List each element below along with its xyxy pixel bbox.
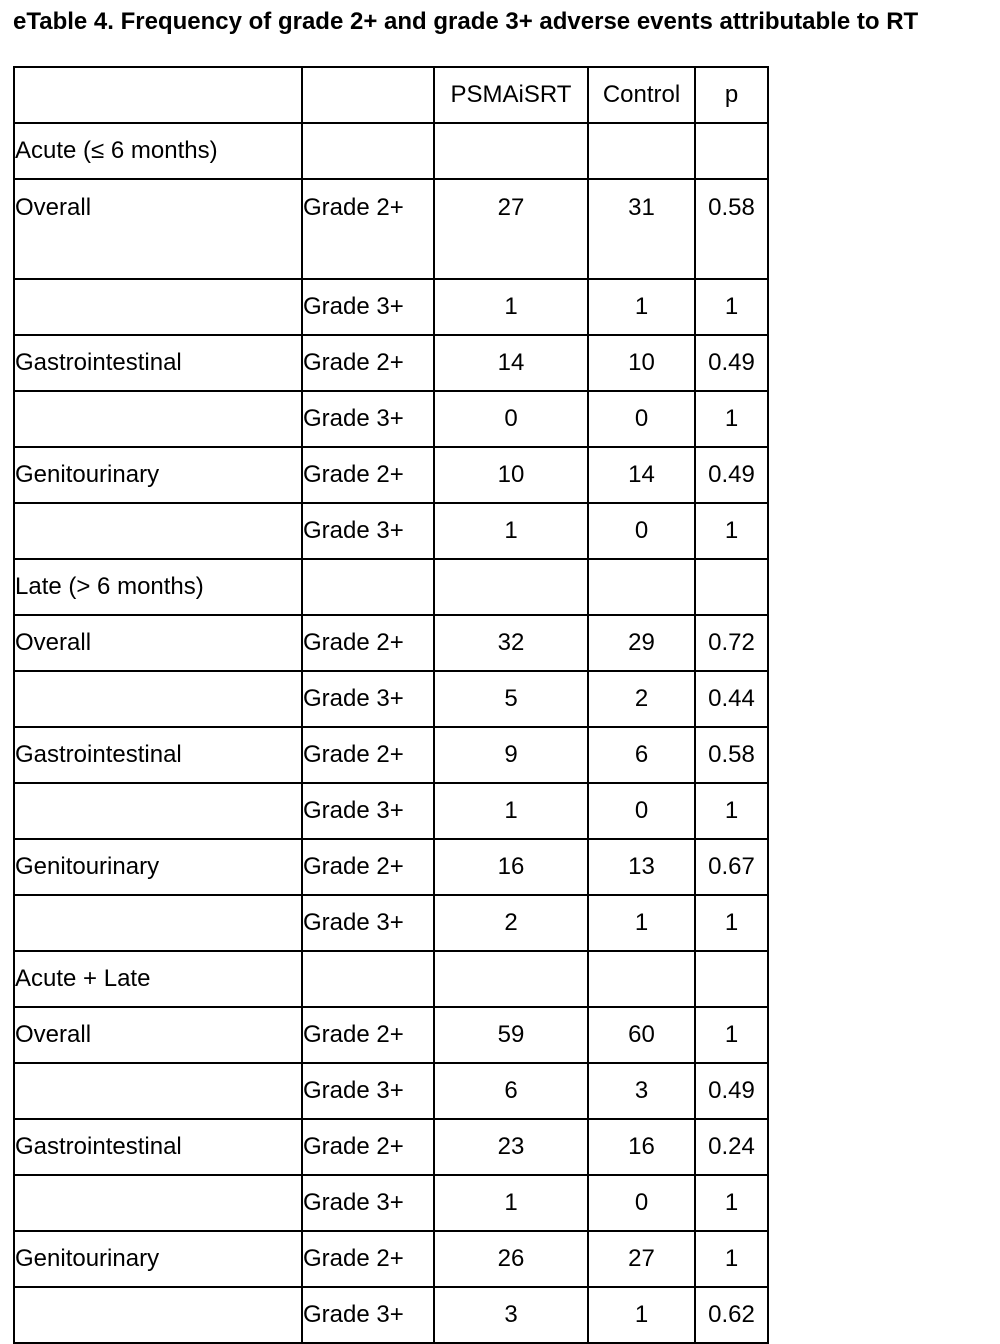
table-row — [14, 671, 768, 727]
section-row — [14, 123, 768, 179]
category-cell: Gastrointestinal — [14, 1119, 302, 1175]
table-row — [14, 615, 768, 671]
control-cell: 1 — [588, 1287, 695, 1343]
category-cell — [14, 1175, 302, 1231]
section-label: Late (> 6 months) — [14, 559, 302, 615]
p-value-cell: 1 — [695, 1007, 768, 1063]
category-cell: Genitourinary — [14, 447, 302, 503]
adverse-events-table — [13, 66, 769, 1344]
control-cell: 60 — [588, 1007, 695, 1063]
empty-cell — [434, 951, 588, 1007]
grade-cell: Grade 2+ — [302, 335, 434, 391]
p-value-cell: 0.72 — [695, 615, 768, 671]
table-title: eTable 4. Frequency of grade 2+ and grade 3+ adverse events attributable to RT — [13, 8, 919, 35]
empty-cell — [302, 123, 434, 179]
p-value-cell: 0.44 — [695, 671, 768, 727]
grade-cell: Grade 2+ — [302, 179, 434, 279]
grade-cell: Grade 2+ — [302, 1231, 434, 1287]
table-row — [14, 839, 768, 895]
table-body — [14, 67, 768, 1343]
category-cell — [14, 279, 302, 335]
table-row — [14, 503, 768, 559]
psmaisrt-cell: 1 — [434, 1175, 588, 1231]
grade-cell: Grade 3+ — [302, 1287, 434, 1343]
psmaisrt-cell: 2 — [434, 895, 588, 951]
empty-cell — [695, 559, 768, 615]
table-row — [14, 447, 768, 503]
category-cell: Overall — [14, 615, 302, 671]
psmaisrt-cell: 14 — [434, 335, 588, 391]
table-row — [14, 391, 768, 447]
control-cell: 3 — [588, 1063, 695, 1119]
category-cell — [14, 391, 302, 447]
grade-cell: Grade 3+ — [302, 279, 434, 335]
category-cell: Overall — [14, 1007, 302, 1063]
psmaisrt-cell: 1 — [434, 783, 588, 839]
psmaisrt-cell: 9 — [434, 727, 588, 783]
table-row — [14, 179, 768, 279]
grade-cell: Grade 3+ — [302, 783, 434, 839]
empty-cell — [588, 951, 695, 1007]
grade-cell: Grade 2+ — [302, 615, 434, 671]
header-cell-blank-2 — [302, 67, 434, 123]
p-value-cell: 0.62 — [695, 1287, 768, 1343]
p-value-cell: 0.24 — [695, 1119, 768, 1175]
psmaisrt-cell: 1 — [434, 503, 588, 559]
control-cell: 0 — [588, 783, 695, 839]
table-row — [14, 335, 768, 391]
category-cell: Genitourinary — [14, 839, 302, 895]
header-p-value: p — [695, 67, 768, 123]
header-control: Control — [588, 67, 695, 123]
empty-cell — [434, 559, 588, 615]
control-cell: 0 — [588, 1175, 695, 1231]
p-value-cell: 1 — [695, 503, 768, 559]
grade-cell: Grade 3+ — [302, 503, 434, 559]
p-value-cell: 1 — [695, 1231, 768, 1287]
empty-cell — [588, 123, 695, 179]
p-value-cell: 0.58 — [695, 727, 768, 783]
p-value-cell: 0.49 — [695, 447, 768, 503]
control-cell: 0 — [588, 503, 695, 559]
p-value-cell: 1 — [695, 783, 768, 839]
table-row — [14, 1231, 768, 1287]
header-psmaisrt: PSMAiSRT — [434, 67, 588, 123]
psmaisrt-cell: 16 — [434, 839, 588, 895]
header-row — [14, 67, 768, 123]
psmaisrt-cell: 32 — [434, 615, 588, 671]
table-row — [14, 783, 768, 839]
psmaisrt-cell: 27 — [434, 179, 588, 279]
category-cell: Gastrointestinal — [14, 335, 302, 391]
grade-cell: Grade 2+ — [302, 447, 434, 503]
header-cell-blank-1 — [14, 67, 302, 123]
category-cell: Genitourinary — [14, 1231, 302, 1287]
table-row — [14, 1007, 768, 1063]
section-label: Acute + Late — [14, 951, 302, 1007]
section-label: Acute (≤ 6 months) — [14, 123, 302, 179]
section-row — [14, 559, 768, 615]
control-cell: 1 — [588, 895, 695, 951]
p-value-cell: 0.58 — [695, 179, 768, 279]
control-cell: 13 — [588, 839, 695, 895]
psmaisrt-cell: 6 — [434, 1063, 588, 1119]
control-cell: 27 — [588, 1231, 695, 1287]
control-cell: 14 — [588, 447, 695, 503]
psmaisrt-cell: 10 — [434, 447, 588, 503]
category-cell — [14, 503, 302, 559]
p-value-cell: 1 — [695, 391, 768, 447]
grade-cell: Grade 2+ — [302, 839, 434, 895]
empty-cell — [588, 559, 695, 615]
p-value-cell: 1 — [695, 895, 768, 951]
control-cell: 0 — [588, 391, 695, 447]
psmaisrt-cell: 23 — [434, 1119, 588, 1175]
category-cell — [14, 895, 302, 951]
category-cell — [14, 1063, 302, 1119]
grade-cell: Grade 2+ — [302, 727, 434, 783]
table-row — [14, 279, 768, 335]
empty-cell — [695, 951, 768, 1007]
p-value-cell: 1 — [695, 1175, 768, 1231]
control-cell: 16 — [588, 1119, 695, 1175]
control-cell: 2 — [588, 671, 695, 727]
p-value-cell: 0.49 — [695, 1063, 768, 1119]
grade-cell: Grade 3+ — [302, 1175, 434, 1231]
category-cell: Gastrointestinal — [14, 727, 302, 783]
section-row — [14, 951, 768, 1007]
empty-cell — [695, 123, 768, 179]
table-row — [14, 1063, 768, 1119]
grade-cell: Grade 3+ — [302, 391, 434, 447]
control-cell: 1 — [588, 279, 695, 335]
category-cell — [14, 783, 302, 839]
psmaisrt-cell: 0 — [434, 391, 588, 447]
empty-cell — [302, 559, 434, 615]
psmaisrt-cell: 26 — [434, 1231, 588, 1287]
psmaisrt-cell: 5 — [434, 671, 588, 727]
psmaisrt-cell: 3 — [434, 1287, 588, 1343]
grade-cell: Grade 3+ — [302, 671, 434, 727]
grade-cell: Grade 2+ — [302, 1007, 434, 1063]
control-cell: 29 — [588, 615, 695, 671]
p-value-cell: 1 — [695, 279, 768, 335]
empty-cell — [434, 123, 588, 179]
grade-cell: Grade 2+ — [302, 1119, 434, 1175]
control-cell: 31 — [588, 179, 695, 279]
p-value-cell: 0.67 — [695, 839, 768, 895]
empty-cell — [302, 951, 434, 1007]
table-row — [14, 1175, 768, 1231]
category-cell: Overall — [14, 179, 302, 279]
grade-cell: Grade 3+ — [302, 1063, 434, 1119]
table-row — [14, 895, 768, 951]
grade-cell: Grade 3+ — [302, 895, 434, 951]
category-cell — [14, 671, 302, 727]
psmaisrt-cell: 1 — [434, 279, 588, 335]
control-cell: 6 — [588, 727, 695, 783]
psmaisrt-cell: 59 — [434, 1007, 588, 1063]
p-value-cell: 0.49 — [695, 335, 768, 391]
control-cell: 10 — [588, 335, 695, 391]
table-row — [14, 1119, 768, 1175]
table-row — [14, 727, 768, 783]
